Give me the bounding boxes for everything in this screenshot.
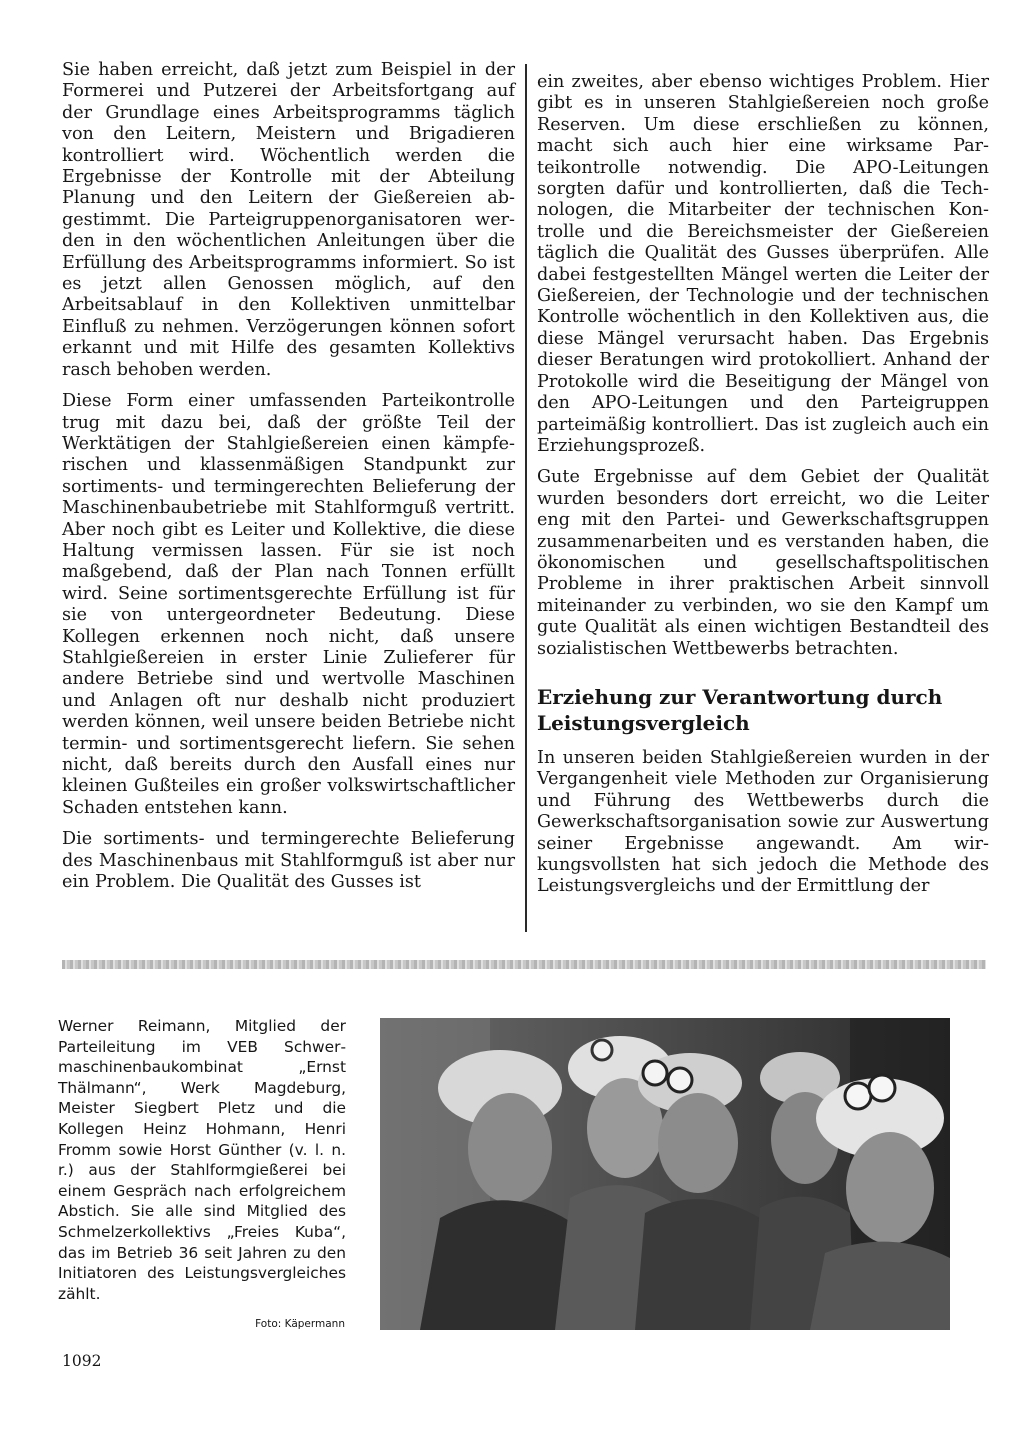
paragraph-section: In unseren beiden Stahlgießereien wurden in der Vergangenheit viele Methoden zur Organisierung und Führung des Wettbewerbs durch die Gewerkschaftsorganisation sowie zur Auswertung seiner Ergebnisse angewandt. Am wirkungsvollsten hat sich jedoch die Methode des Leistungsvergleichs und der Ermittlung der xyxy=(537,747,989,897)
section-heading: Erziehung zur Verantwortung durch Leistungsvergleich xyxy=(537,684,943,735)
paragraph-left-3: Die sortiments- und termingerechte Belieferung des Maschinenbaus mit Stahlformguß ist aber nur ein Problem. Die Qualität des Gusses ist xyxy=(62,829,515,893)
photo-caption: Werner Reimann, Mitglied der Parteileitung im VEB Schwermaschinenbaukombinat „Ernst Thälmann“, Werk Magdeburg, Meister Siegbert Pletz und die Kollegen Heinz Hohmann, Henri Fromm sowie Horst Günther (v. l. n. r.) aus der Stahlformgießerei bei einem Gespräch nach erfolgreichem Abstich. Sie alle sind Mitglied des Schmelzerkollektivs „Freies Kuba“, das im Betrieb 36 seit Jahren zu den Initiatoren des Leistungsvergleiches zählt. xyxy=(58,1017,346,1303)
photo-illustration xyxy=(380,1018,950,1330)
left-column xyxy=(62,60,515,903)
column-divider xyxy=(525,64,527,932)
paragraph-right-2: Gute Ergebnisse auf dem Gebiet der Qualität wurden besonders dort erreicht, wo die Leiter eng mit den Partei- und Gewerkschaftsgruppen zusammenarbeiten und es verstanden haben, die ökonomischen und gesellschaftspolitischen Probleme in ihrer praktischen Arbeit sinnvoll miteinander zu verbinden, wo sie den Kampf um gute Qualität als einen wichtigen Bestandteil des sozialistischen Wettbewerbs betrachten. xyxy=(537,467,989,659)
paragraph-right-1: ein zweites, aber ebenso wichtiges Problem. Hier gibt es in unseren Stahlgießereien noch große Reserven. Um diese erschließen zu können, macht sich auch hier eine wirksame Parteikontrolle notwendig. Die APO-Leitungen sorgten dafür und kontrollierten, daß die Technologen, die Mitarbeiter der technischen Kontrolle und die Bereichsmeister der Gießereien täglich die Qualität des Gusses überprüfen. Alle dabei festgestellten Mängel werten die Leiter der Gießereien, der Technologie und der technischen Kontrolle wöchentlich in den Kollektiven aus, die diese Mängel verursacht haben. Das Ergebnis dieser Beratungen wird protokolliert. Anhand der Protokolle wird die Beseitigung der Mängel von den APO-Leitungen und den Parteigruppen parteimäßig kontrolliert. Das ist zugleich auch ein Erziehungsprozeß. xyxy=(537,72,989,456)
horizontal-divider xyxy=(62,960,986,969)
photo-workers xyxy=(380,1018,950,1330)
page-number: 1092 xyxy=(62,1352,102,1370)
paragraph-left-1: Sie haben erreicht, daß jetzt zum Beispiel in der Formerei und Putzerei der Arbeitsfortgang auf der Grundlage eines Arbeitsprogramms täglich von den Leitern, Meistern und Brigadieren kontrolliert wird. Wöchentlich werden die Ergebnisse der Kontrolle mit der Abteilung Planung und den Leitern der Gießereien abgestimmt. Die Parteigruppenorganisatoren werden in den wöchentlichen Anleitungen über die Erfüllung des Arbeitsprogramms informiert. So ist es jetzt allen Genossen möglich, auf den Arbeitsablauf in den Kollektiven unmittelbar Einfluß zu nehmen. Verzögerungen können sofort erkannt und mit Hilfe des gesamten Kollektivs rasch behoben werden. xyxy=(62,60,515,380)
right-column xyxy=(537,72,989,908)
photo-credit: Foto: Käpermann xyxy=(255,1318,345,1330)
paragraph-left-2: Diese Form einer umfassenden Parteikontrolle trug mit dazu bei, daß der größte Teil der Werktätigen der Stahlgießereien einen kämpferischen und klassenmäßigen Standpunkt zur sortiments- und termingerechten Belieferung der Maschinenbaubetriebe mit Stahlformguß vertritt. Aber noch gibt es Leiter und Kollektive, die diese Haltung vermissen lassen. Für sie ist noch maßgebend, daß der Plan nach Tonnen erfüllt wird. Seine sortimentsgerechte Erfüllung ist für sie von untergeordneter Bedeutung. Diese Kollegen erkennen noch nicht, daß unsere Stahlgießereien in erster Linie Zulieferer für andere Betriebe sind und wertvolle Maschinen und Anlagen oft nur deshalb nicht produziert werden können, weil unsere beiden Betriebe nicht termin- und sortimentsgerecht liefern. Sie sehen nicht, daß bereits durch den Ausfall eines nur kleinen Gußteiles ein großer volkswirtschaftlicher Schaden entstehen kann. xyxy=(62,391,515,818)
